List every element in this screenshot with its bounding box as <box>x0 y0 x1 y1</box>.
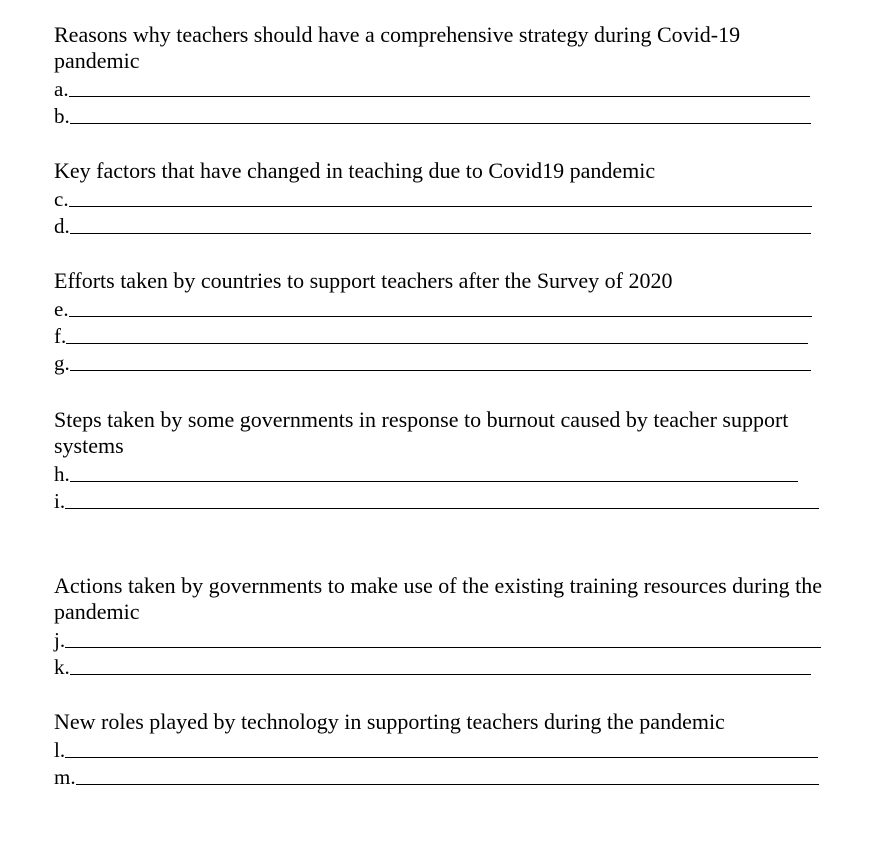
answer-row-k <box>54 652 824 679</box>
answer-row-b <box>54 101 824 128</box>
section-steps-burnout <box>54 407 824 513</box>
section-efforts-countries <box>54 268 824 375</box>
answer-label: d. <box>54 214 70 238</box>
answer-label: f. <box>54 324 67 348</box>
section-heading: Actions taken by governments to make use of the existing training resources during the pandemic <box>54 573 822 624</box>
answer-label: l. <box>54 738 66 762</box>
answer-row-a <box>54 74 824 101</box>
answer-label: e. <box>54 297 69 321</box>
answer-row-e <box>54 294 824 321</box>
answer-row-h <box>54 459 824 486</box>
answer-label: i. <box>54 489 66 513</box>
answer-row-m <box>54 762 824 789</box>
answer-blank-line[interactable] <box>65 507 819 509</box>
answer-row-f <box>54 321 824 348</box>
answer-label: a. <box>54 77 69 101</box>
answer-blank-line[interactable] <box>70 232 811 234</box>
answer-blank-line[interactable] <box>70 673 811 675</box>
answer-label: h. <box>54 462 70 486</box>
answer-blank-line[interactable] <box>69 205 812 207</box>
answer-label: g. <box>54 351 70 375</box>
answer-row-g <box>54 348 824 375</box>
answer-blank-line[interactable] <box>70 369 811 371</box>
answer-row-c <box>54 184 824 211</box>
answer-blank-line[interactable] <box>69 95 810 97</box>
answer-row-l <box>54 735 824 762</box>
section-heading: Key factors that have changed in teaching due to Covid19 pandemic <box>54 158 656 183</box>
answer-blank-line[interactable] <box>66 342 808 344</box>
section-technology-roles <box>54 709 824 789</box>
answer-row-i <box>54 486 824 513</box>
section-reasons-strategy <box>54 22 824 128</box>
answer-label: j. <box>54 628 66 652</box>
section-heading: Steps taken by some governments in response to burnout caused by teacher support systems <box>54 407 789 458</box>
answer-label: k. <box>54 655 70 679</box>
answer-label: c. <box>54 187 69 211</box>
section-heading: Efforts taken by countries to support teachers after the Survey of 2020 <box>54 268 673 293</box>
answer-label: b. <box>54 104 70 128</box>
answer-blank-line[interactable] <box>70 480 798 482</box>
answer-blank-line[interactable] <box>69 315 812 317</box>
section-key-factors <box>54 158 824 238</box>
answer-row-j <box>54 625 824 652</box>
answer-blank-line[interactable] <box>70 122 811 124</box>
answer-label: m. <box>54 765 76 789</box>
answer-blank-line[interactable] <box>65 756 818 758</box>
section-actions-training <box>54 573 824 679</box>
section-heading: New roles played by technology in supporting teachers during the pandemic <box>54 709 725 734</box>
answer-row-d <box>54 211 824 238</box>
section-heading: Reasons why teachers should have a comprehensive strategy during Covid-19 pandemic <box>54 22 741 73</box>
answer-blank-line[interactable] <box>76 783 819 785</box>
answer-blank-line[interactable] <box>65 646 821 648</box>
